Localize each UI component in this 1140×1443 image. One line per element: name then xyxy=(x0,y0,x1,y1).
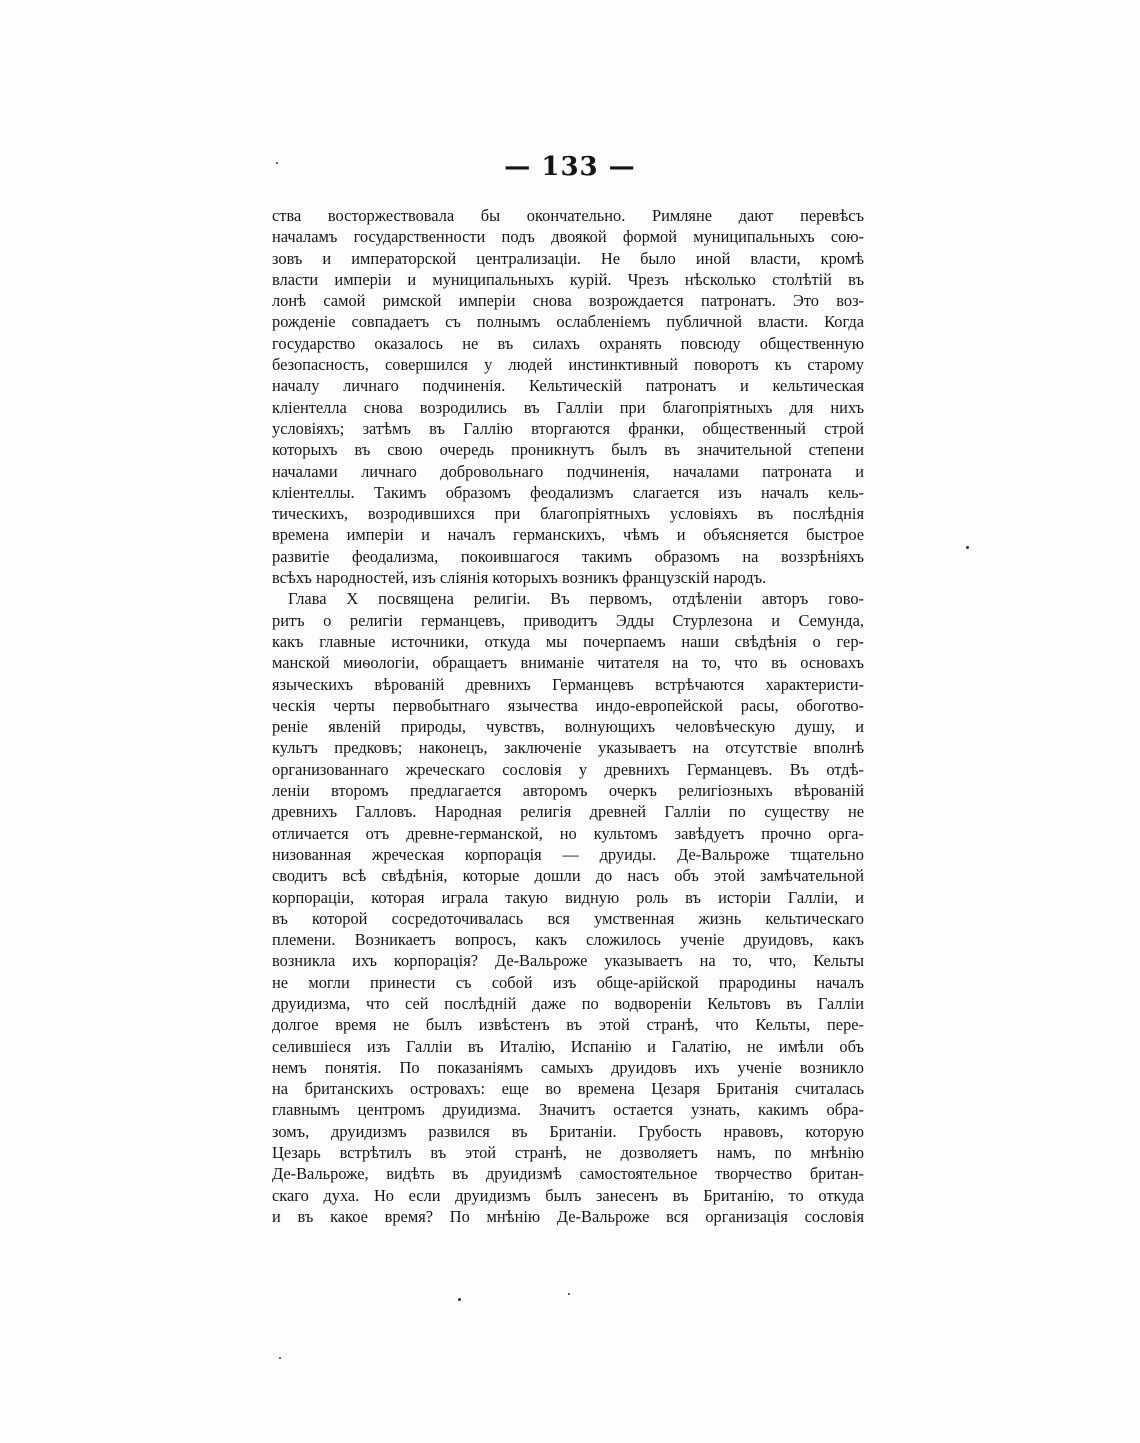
text-line: какъ главные источники, откуда мы почерпаемъ наши свѣдѣнія о гер- xyxy=(272,631,864,651)
text-line: корпораціи, которая играла такую видную роль въ исторіи Галліи, и xyxy=(272,887,864,907)
text-line: Цезарь встрѣтилъ въ этой странѣ, не дозволяетъ намъ, по мнѣнію xyxy=(272,1143,864,1163)
text-line: ритъ о религіи германцевъ, приводитъ Эдды Стурлезона и Семунда, xyxy=(272,610,864,630)
text-line: на британскихъ островахъ: еще во времена Цезаря Британія считалась xyxy=(272,1079,864,1099)
text-line: зовъ и императорской централизаціи. Не было иной власти, кромѣ xyxy=(272,248,864,268)
text-line: времена имперіи и началъ германскихъ, чѣмъ и объясняется быстрое xyxy=(272,525,864,545)
text-line: организованнаго жреческаго сословія у древнихъ Германцевъ. Въ отдѣ- xyxy=(272,759,864,779)
text-line: скаго духа. Но если друидизмъ былъ занесенъ въ Британію, то откуда xyxy=(272,1185,864,1205)
text-line: кліентеллы. Такимъ образомъ феодализмъ слагается изъ началъ кель- xyxy=(272,482,864,502)
text-line: реніе явленій природы, чувствъ, волнующихъ человѣческую душу, и xyxy=(272,717,864,737)
text-line: отличается отъ древне-германской, но культомъ завѣдуетъ прочно орга- xyxy=(272,823,864,843)
text-line: племени. Возникаетъ вопросъ, какъ сложилось ученіе друидовъ, какъ xyxy=(272,930,864,950)
text-line: и въ какое время? По мнѣнію Де-Вальроже вся организація сословія xyxy=(272,1206,864,1226)
print-speck xyxy=(568,1293,570,1295)
text-line: леніи второмъ предлагается авторомъ очеркъ религіозныхъ вѣрованій xyxy=(272,781,864,801)
print-speck xyxy=(458,1298,461,1301)
text-line: Глава X посвящена религіи. Въ первомъ, отдѣленіи авторъ гово- xyxy=(288,589,864,609)
text-line: языческихъ вѣрованій древнихъ Германцевъ встрѣчаются характеристи- xyxy=(272,674,864,694)
text-line: не могли принести съ собой изъ обще-арійской прародины началъ xyxy=(272,972,864,992)
text-line: развитіе феодализма, покоившагося такимъ образомъ на воззрѣніяхъ xyxy=(272,546,864,566)
text-line: началами личнаго добровольнаго подчиненія, началами патроната и xyxy=(272,461,864,481)
text-line: въ которой сосредоточивалась вся умственная жизнь кельтическаго xyxy=(272,908,864,928)
text-line: которыхъ въ свою очередь проникнутъ былъ въ значительной степени xyxy=(272,440,864,460)
text-line: сводитъ всѣ свѣдѣнія, которые дошли до насъ объ этой замѣчательной xyxy=(272,866,864,886)
text-line: низованная жреческая корпорація — друиды. Де-Вальроже тщательно xyxy=(272,844,864,864)
text-line: власти имперіи и муниципальныхъ курій. Чрезъ нѣсколько столѣтій въ xyxy=(272,269,864,289)
text-line: Де-Вальроже, видѣть въ друидизмѣ самостоятельное творчество британ- xyxy=(272,1164,864,1184)
text-line: ства восторжествовала бы окончательно. Римляне дают перевѣсъ xyxy=(272,206,864,225)
text-line: безопасность, совершился у людей инстинктивный поворотъ къ старому xyxy=(272,355,864,375)
page-number: — 133 — xyxy=(504,152,636,182)
text-line: возникла ихъ корпорація? Де-Вальроже указываетъ на то, что, Кельты xyxy=(272,951,864,971)
print-speck xyxy=(279,1357,281,1359)
text-line: кліентелла снова возродились въ Галліи при благопріятныхъ для нихъ xyxy=(272,397,864,417)
text-line: древнихъ Галловъ. Народная религія древней Галліи по существу не xyxy=(272,802,864,822)
text-line: началамъ государственности подъ двоякой формой муниципальныхъ сою- xyxy=(272,227,864,247)
text-line: условіяхъ; затѣмъ въ Галлію вторгаются франки, общественный строй xyxy=(272,418,864,438)
body-text xyxy=(272,205,864,1227)
print-speck xyxy=(276,162,278,164)
text-line: лонѣ самой римской имперіи снова возрождается патронатъ. Это воз- xyxy=(272,291,864,311)
text-line: государство оказалось не въ силахъ охранять повсюду общественную xyxy=(272,333,864,353)
text-line: друидизма, что сей послѣдній даже по водвореніи Кельтовъ въ Галліи xyxy=(272,993,864,1013)
text-line: зомъ, друидизмъ развился въ Британіи. Грубость нравовъ, которую xyxy=(272,1121,864,1141)
text-line: манской миѳологіи, обращаетъ вниманіе читателя на то, что въ основахъ xyxy=(272,653,864,673)
text-line: культъ предковъ; наконецъ, заключеніе указываетъ на отсутствіе вполнѣ xyxy=(272,738,864,758)
text-line: долгое время не былъ извѣстенъ въ этой странѣ, что Кельты, пере- xyxy=(272,1015,864,1035)
text-line: ческія черты первобытнаго язычества индо-европейской расы, обоготво- xyxy=(272,695,864,715)
text-line: всѣхъ народностей, изъ слiянія которыхъ возникъ французскій народъ. xyxy=(272,568,767,588)
text-line: немъ понятія. По показаніямъ самыхъ друидовъ ихъ ученіе возникло xyxy=(272,1057,864,1077)
text-line: главнымъ центромъ друидизма. Значитъ остается узнать, какимъ обра- xyxy=(272,1100,864,1120)
text-line: тическихъ, возродившихся при благопріятныхъ условіяхъ въ послѣднія xyxy=(272,504,864,524)
text-line: селившіеся изъ Галліи въ Италію, Испанію и Галатію, не имѣли объ xyxy=(272,1036,864,1056)
print-speck xyxy=(966,546,969,549)
text-line: рожденіе совпадаетъ съ полнымъ ослабленіемъ публичной власти. Когда xyxy=(272,312,864,332)
text-line: началу личнаго подчиненія. Кельтическій патронатъ и кельтическая xyxy=(272,376,864,396)
